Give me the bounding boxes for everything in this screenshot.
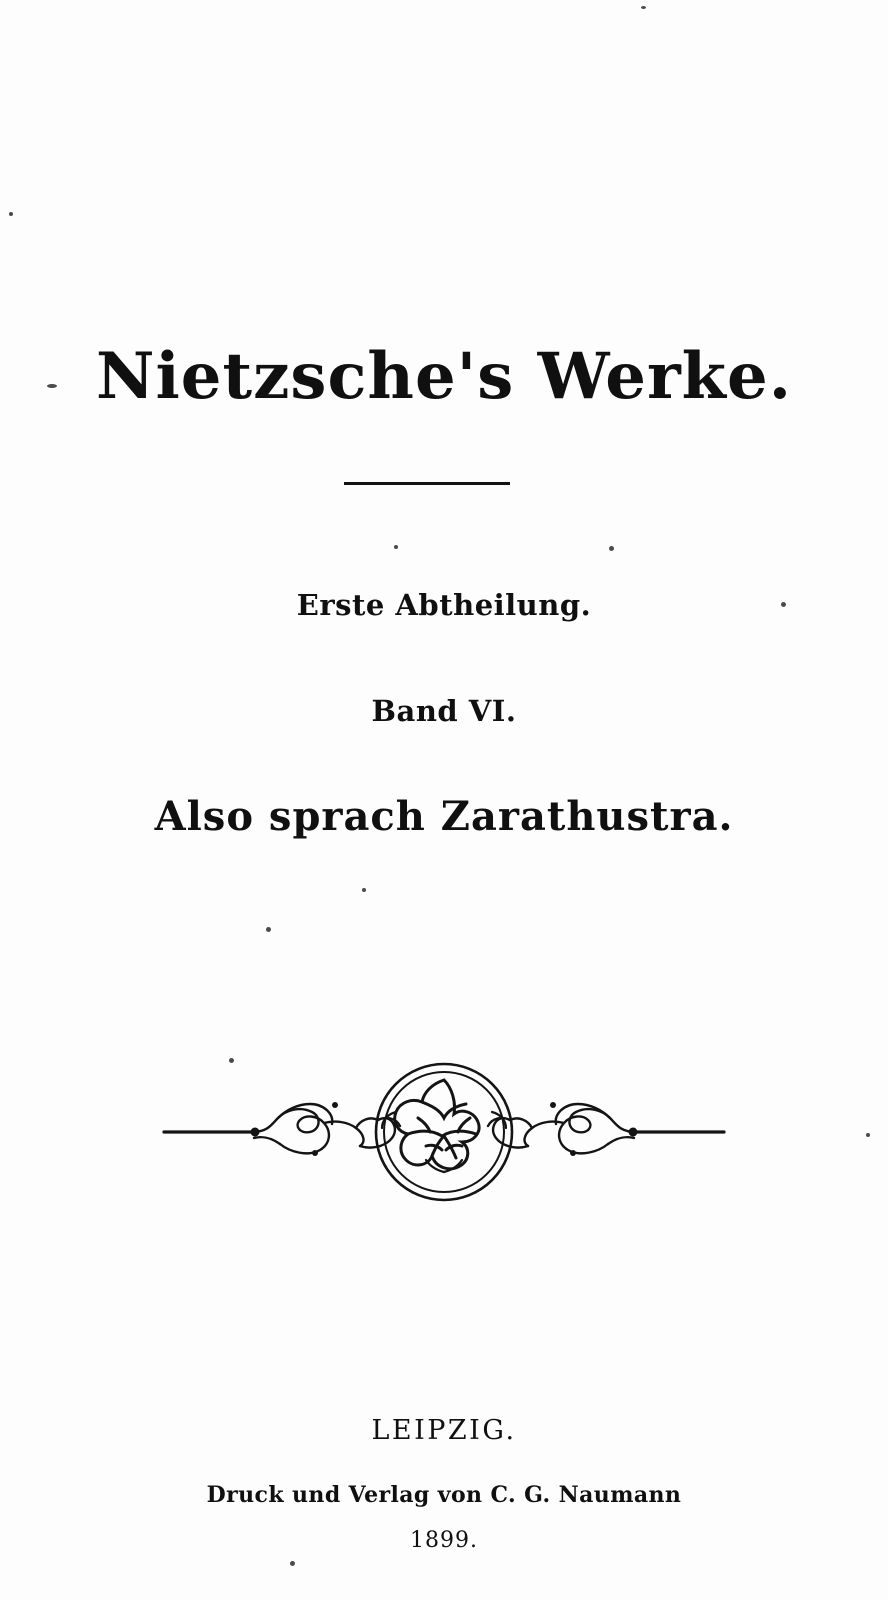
scan-speck (394, 545, 398, 549)
scan-speck (609, 546, 614, 551)
scan-speck (290, 1561, 295, 1566)
work-title: Also sprach Zarathustra. (154, 793, 734, 840)
scan-speck (641, 6, 646, 9)
scan-speck (866, 1133, 870, 1137)
floral-medallion-ornament (160, 1060, 728, 1205)
scan-speck (266, 927, 271, 932)
scan-speck (362, 888, 366, 892)
imprint-city: LEIPZIG. (371, 1415, 517, 1446)
series-division: Erste Abtheilung. (296, 588, 592, 622)
page-title: Nietzsche's Werke. (95, 338, 793, 414)
imprint-year: 1899. (410, 1528, 478, 1553)
series-volume: Band VI. (371, 694, 517, 728)
scan-speck (9, 212, 13, 216)
ornament-svg (160, 1060, 728, 1205)
imprint-publisher: Druck und Verlag von C. G. Naumann (206, 1482, 682, 1508)
short-horizontal-rule (344, 482, 510, 485)
